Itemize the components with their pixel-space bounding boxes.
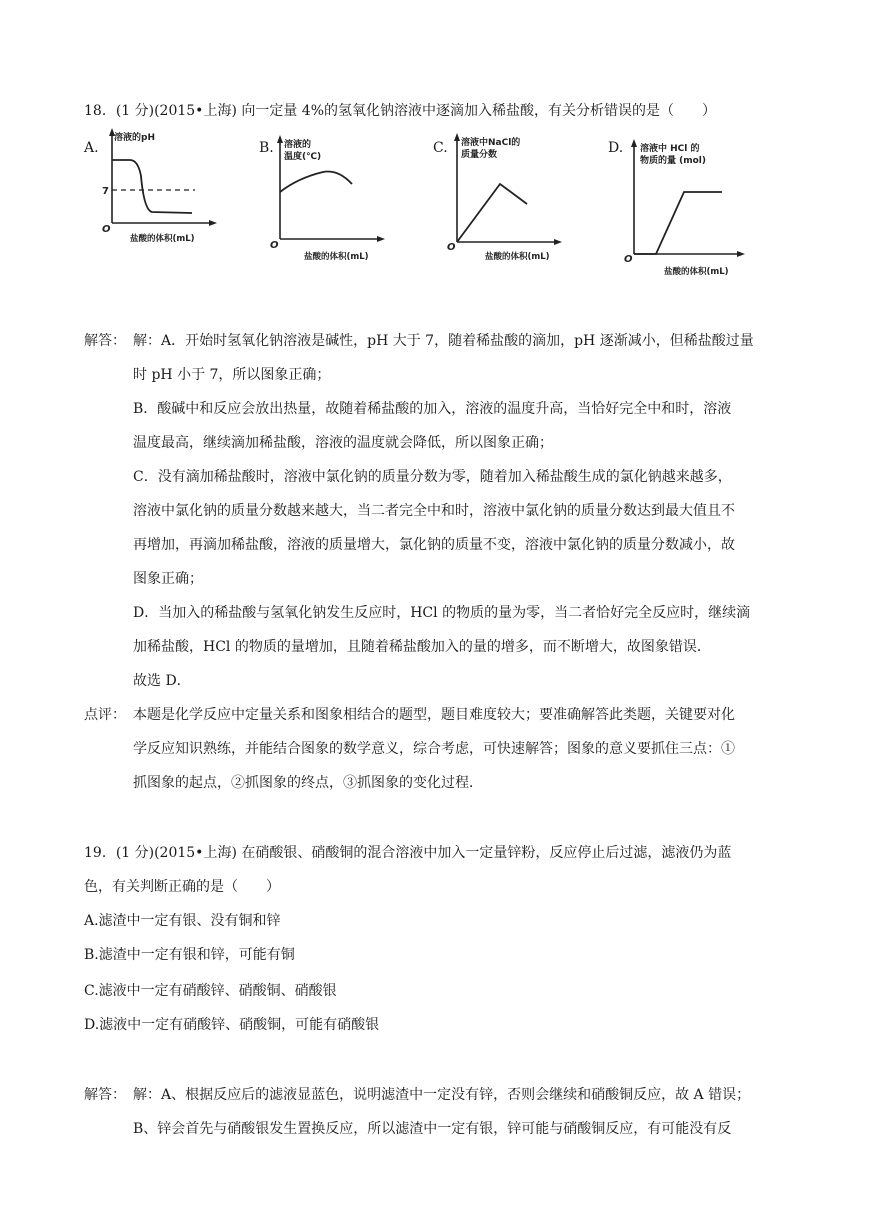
graph-a-origin: O: [102, 224, 111, 235]
q19-answer-line-1: 解：A、根据反应后的滤液显蓝色，说明滤渣中一定没有锌，否则会继续和硝酸铜反应，故 A 错误；: [133, 1087, 751, 1103]
q18-answer-label: 解答：: [84, 333, 126, 349]
q18-answer-line-7: 再增加，再滴加稀盐酸，溶液的质量增大，氯化钠的质量不变，溶液中氯化钠的质量分数减小，故: [133, 537, 735, 553]
graph-b-ylabel-1: 溶液的: [284, 140, 312, 150]
q18-comment-line-2: 学反应知识熟练，并能结合图象的数学意义，综合考虑，可快速解答；图象的意义要抓住三点：①: [133, 741, 735, 757]
graph-c-origin: O: [447, 242, 456, 253]
q18-answer-line-2: 时 pH 小于 7，所以图象正确；: [133, 367, 331, 383]
option-a-label: A.: [84, 140, 99, 156]
q18-answer-line-6: 溶液中氯化钠的质量分数越来越大，当二者完全中和时，溶液中氯化钠的质量分数达到最大值且不: [133, 503, 735, 519]
graph-d-origin: O: [624, 254, 633, 265]
q18-answer-line-8: 图象正确；: [133, 571, 203, 587]
graph-a-mark-7: 7: [102, 186, 109, 197]
q19-answer-line-2: B、锌会首先与硝酸银发生置换反应，所以滤渣中一定有银，锌可能与硝酸铜反应，有可能没有反: [133, 1121, 732, 1137]
graph-b-ylabel-2: 温度(℃): [284, 152, 322, 162]
q18-answer-line-4: 温度最高，继续滴加稀盐酸，溶液的温度就会降低，所以图象正确；: [133, 435, 553, 451]
graph-d-ylabel-2: 物质的量 (mol): [640, 156, 707, 166]
question-19-option-a: A.滤渣中一定有银、没有铜和锌: [84, 913, 281, 929]
graph-c-xlabel: 盐酸的体积(mL): [485, 252, 550, 262]
option-b-label: B.: [259, 140, 274, 156]
graph-c: [445, 132, 575, 266]
q18-answer-line-10: 加稀盐酸，HCl 的物质的量增加，且随着稀盐酸加入的量的增多，而不断增大，故图象错误．: [133, 639, 711, 655]
q18-answer-line-3: B．酸碱中和反应会放出热量，故随着稀盐酸的加入，溶液的温度升高，当恰好完全中和时，溶液: [133, 401, 732, 417]
graph-b: [268, 134, 398, 268]
option-c-label: C.: [433, 140, 448, 156]
question-19-stem-line-1: 19．(1 分)(2015•上海) 在硝酸银、硝酸铜的混合溶液中加入一定量锌粉，反应停止后过滤，滤液仍为蓝: [84, 845, 732, 861]
q18-answer-line-11: 故选 D．: [133, 673, 191, 689]
question-19-stem-line-2: 色，有关判断正确的是（ ）: [84, 879, 280, 895]
question-19-option-d: D.滤液中一定有硝酸锌、硝酸铜，可能有硝酸银: [84, 1017, 380, 1033]
q18-answer-line-5: C．没有滴加稀盐酸时，溶液中氯化钠的质量分数为零，随着加入稀盐酸生成的氯化钠越来越多，: [133, 469, 732, 485]
graph-a-xlabel: 盐酸的体积(mL): [130, 234, 195, 244]
question-19-option-c: C.滤液中一定有硝酸锌、硝酸铜、硝酸银: [84, 983, 337, 999]
graph-c-ylabel-1: 溶液中NaCl的: [461, 138, 521, 148]
graph-b-xlabel: 盐酸的体积(mL): [304, 252, 369, 262]
q18-answer-line-9: D．当加入的稀盐酸与氢氧化钠发生反应时，HCl 的物质的量为零，当二者恰好完全反应时，继续滴: [133, 605, 751, 621]
graph-c-ylabel-2: 质量分数: [461, 150, 498, 160]
graph-b-origin: O: [270, 240, 279, 251]
graph-d-ylabel-1: 溶液中 HCl 的: [640, 144, 700, 154]
graph-d-xlabel: 盐酸的体积(mL): [664, 267, 729, 277]
question-18-stem: 18．(1 分)(2015•上海) 向一定量 4%的氢氧化钠溶液中逐滴加入稀盐酸，有关分析错误的是（ ）: [84, 103, 717, 119]
q18-comment-line-1: 本题是化学反应中定量关系和图象相结合的题型，题目难度较大；要准确解答此类题，关键要对化: [133, 707, 735, 723]
q18-answer-line-1: 解：A．开始时氢氧化钠溶液是碱性，pH 大于 7，随着稀盐酸的滴加，pH 逐渐减小，但稀盐酸过量: [133, 333, 754, 349]
q19-answer-label: 解答：: [84, 1087, 126, 1103]
option-d-label: D.: [608, 140, 624, 156]
graph-d: [622, 138, 762, 282]
q18-comment-label: 点评：: [84, 707, 126, 723]
graph-a: [100, 128, 230, 252]
graph-a-ylabel: 溶液的pH: [114, 133, 155, 143]
q18-comment-line-3: 抓图象的起点，②抓图象的终点，③抓图象的变化过程．: [133, 775, 483, 791]
question-19-option-b: B.滤渣中一定有银和锌，可能有铜: [84, 947, 295, 963]
